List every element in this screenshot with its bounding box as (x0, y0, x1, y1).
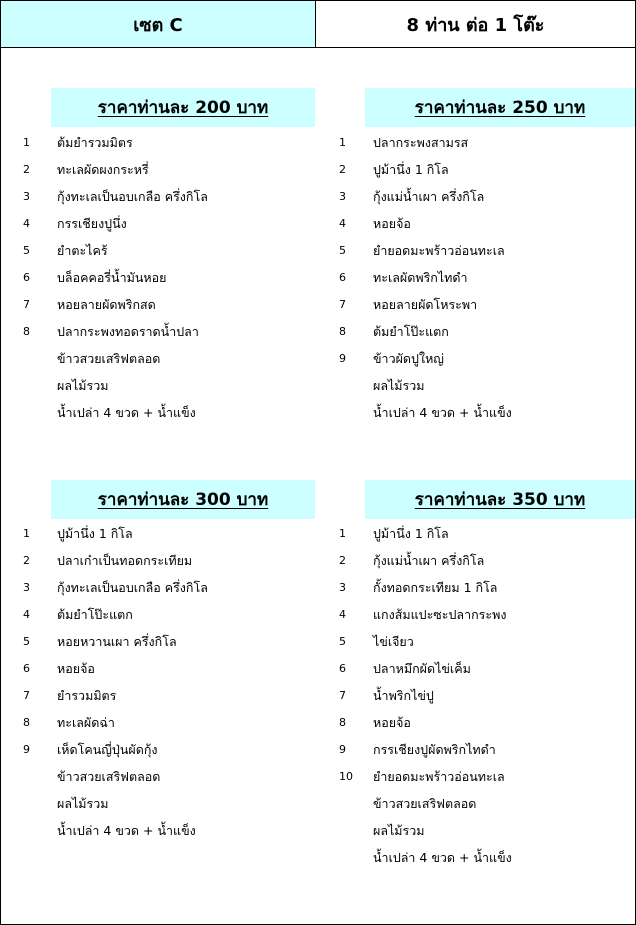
item-name: ปูม้านึ่ง 1 กิโล (373, 526, 449, 541)
item-number: 7 (23, 689, 30, 702)
item-name: ยำตะไคร้ (57, 243, 108, 258)
item-name: หอยลายผัดโหระพา (373, 297, 478, 312)
menu-item (1, 156, 512, 183)
item-name: ผลไม้รวม (57, 378, 109, 393)
item-name: ผลไม้รวม (57, 796, 109, 811)
price-label: ราคาท่านละ 300 บาท (97, 490, 269, 510)
item-name: หอยจ้อ (373, 216, 411, 231)
item-number: 5 (23, 244, 30, 257)
menu-item (1, 574, 512, 601)
item-name: ต้มยำโป๊ะแตก (373, 324, 449, 339)
price-band-250 (365, 88, 635, 127)
item-name: กุ้งทะเลเป็นอบเกลือ ครึ่งกิโล (57, 189, 208, 204)
item-number: 3 (339, 190, 346, 203)
menu-list-250 (1, 129, 512, 426)
menu-item (1, 817, 512, 844)
menu-item (1, 210, 512, 237)
item-number: 1 (23, 527, 30, 540)
item-name: ปูม้านึ่ง 1 กิโล (373, 162, 449, 177)
menu-item (1, 318, 512, 345)
menu-item (1, 372, 512, 399)
menu-item (1, 655, 512, 682)
item-name: ปลาเก๋าเป็นทอดกระเทียม (57, 553, 193, 568)
item-name: กุ้งแม่น้ำเผา ครึ่งกิโล (373, 553, 485, 568)
item-name: หอยจ้อ (373, 715, 411, 730)
set-name-cell (1, 1, 316, 47)
item-number: 8 (339, 325, 346, 338)
item-number: 7 (339, 298, 346, 311)
item-name: กั้งทอดกระเทียม 1 กิโล (373, 580, 498, 595)
item-name: น้ำเปล่า 4 ขวด + น้ำแข็ง (57, 405, 196, 420)
price-label: ราคาท่านละ 250 บาท (414, 98, 586, 118)
menu-list-350 (1, 520, 512, 871)
price-band-300 (51, 480, 315, 519)
set-name: เซต C (133, 14, 183, 36)
menu-item (1, 264, 512, 291)
item-number: 3 (23, 581, 30, 594)
item-name: ข้าวสวยเสริฟตลอด (57, 769, 161, 784)
menu-item (1, 709, 512, 736)
item-name: ยำรวมมิตร (57, 688, 117, 703)
item-name: กรรเชียงปูผัดพริกไทดำ (373, 742, 496, 757)
menu-item (1, 237, 512, 264)
item-name: กรรเชียงปูนึ่ง (57, 216, 127, 231)
item-number: 9 (339, 352, 346, 365)
price-label: ราคาท่านละ 350 บาท (414, 490, 586, 510)
item-number: 2 (339, 554, 346, 567)
item-number: 6 (339, 271, 346, 284)
menu-item (1, 291, 512, 318)
menu-item (1, 790, 512, 817)
item-name: ยำยอดมะพร้าวอ่อนทะเล (373, 769, 505, 784)
menu-item (1, 520, 512, 547)
item-number: 4 (339, 608, 346, 621)
item-number: 1 (339, 527, 346, 540)
item-name: ไข่เจียว (373, 634, 414, 649)
item-number: 3 (339, 581, 346, 594)
menu-item (1, 736, 512, 763)
menu-item (1, 547, 512, 574)
item-name: เห็ดโคนญี่ปุ่นผัดกุ้ง (57, 742, 158, 757)
item-name: ปลาหมึกผัดไข่เค็ม (373, 661, 471, 676)
menu-item (1, 682, 512, 709)
item-number: 7 (23, 298, 30, 311)
item-number: 4 (339, 217, 346, 230)
item-name: ต้มยำโป๊ะแตก (57, 607, 133, 622)
item-name: ปลากระพงสามรส (373, 135, 469, 150)
item-number: 7 (339, 689, 346, 702)
item-number: 4 (23, 217, 30, 230)
item-name: ผลไม้รวม (373, 378, 425, 393)
item-name: ข้าวสวยเสริฟตลอด (57, 351, 161, 366)
item-name: น้ำพริกไข่ปู (373, 688, 434, 703)
item-name: น้ำเปล่า 4 ขวด + น้ำแข็ง (373, 405, 512, 420)
menu-item (1, 183, 512, 210)
item-number: 6 (339, 662, 346, 675)
menu-item (1, 763, 512, 790)
seating-info: 8 ท่าน ต่อ 1 โต๊ะ (406, 14, 545, 36)
price-band-200 (51, 88, 315, 127)
item-number: 3 (23, 190, 30, 203)
item-name: ทะเลผัดผงกระหรี่ (57, 162, 149, 177)
menu-item (1, 601, 512, 628)
item-name: กุ้งทะเลเป็นอบเกลือ ครึ่งกิโล (57, 580, 208, 595)
item-name: น้ำเปล่า 4 ขวด + น้ำแข็ง (57, 823, 196, 838)
item-name: หอยจ้อ (57, 661, 95, 676)
item-number: 2 (339, 163, 346, 176)
menu-item (1, 399, 512, 426)
menu-item (1, 129, 512, 156)
item-number: 10 (339, 770, 353, 783)
item-name: ปูม้านึ่ง 1 กิโล (57, 526, 133, 541)
item-name: บล็อคคอรี่น้ำมันหอย (57, 270, 167, 285)
item-name: ข้าวสวยเสริฟตลอด (373, 796, 477, 811)
item-number: 2 (23, 163, 30, 176)
menu-item (1, 628, 512, 655)
item-name: หอยหวานเผา ครึ่งกิโล (57, 634, 177, 649)
item-name: แกงส้มแปะซะปลากระพง (373, 607, 507, 622)
item-name: ผลไม้รวม (373, 823, 425, 838)
item-number: 8 (23, 716, 30, 729)
header-row (1, 1, 635, 48)
item-name: หอยลายผัดพริกสด (57, 297, 156, 312)
price-band-350 (365, 480, 635, 519)
price-label: ราคาท่านละ 200 บาท (97, 98, 269, 118)
item-number: 2 (23, 554, 30, 567)
item-number: 8 (23, 325, 30, 338)
item-number: 9 (23, 743, 30, 756)
item-name: ข้าวผัดปูใหญ่ (373, 351, 444, 366)
item-name: ยำยอดมะพร้าวอ่อนทะเล (373, 243, 505, 258)
item-name: น้ำเปล่า 4 ขวด + น้ำแข็ง (373, 850, 512, 865)
item-number: 5 (339, 635, 346, 648)
item-number: 8 (339, 716, 346, 729)
item-number: 6 (23, 662, 30, 675)
item-name: ทะเลผัดฉ่า (57, 715, 115, 730)
item-number: 6 (23, 271, 30, 284)
item-number: 5 (23, 635, 30, 648)
item-number: 9 (339, 743, 346, 756)
seating-cell (316, 1, 635, 47)
item-number: 4 (23, 608, 30, 621)
item-number: 1 (23, 136, 30, 149)
item-name: ต้มยำรวมมิตร (57, 135, 133, 150)
item-number: 5 (339, 244, 346, 257)
menu-item (1, 844, 512, 871)
menu-item (1, 345, 512, 372)
item-name: ทะเลผัดพริกไทดำ (373, 270, 468, 285)
item-number: 1 (339, 136, 346, 149)
item-name: กุ้งแม่น้ำเผา ครึ่งกิโล (373, 189, 485, 204)
item-name: ปลากระพงทอดราดน้ำปลา (57, 324, 199, 339)
